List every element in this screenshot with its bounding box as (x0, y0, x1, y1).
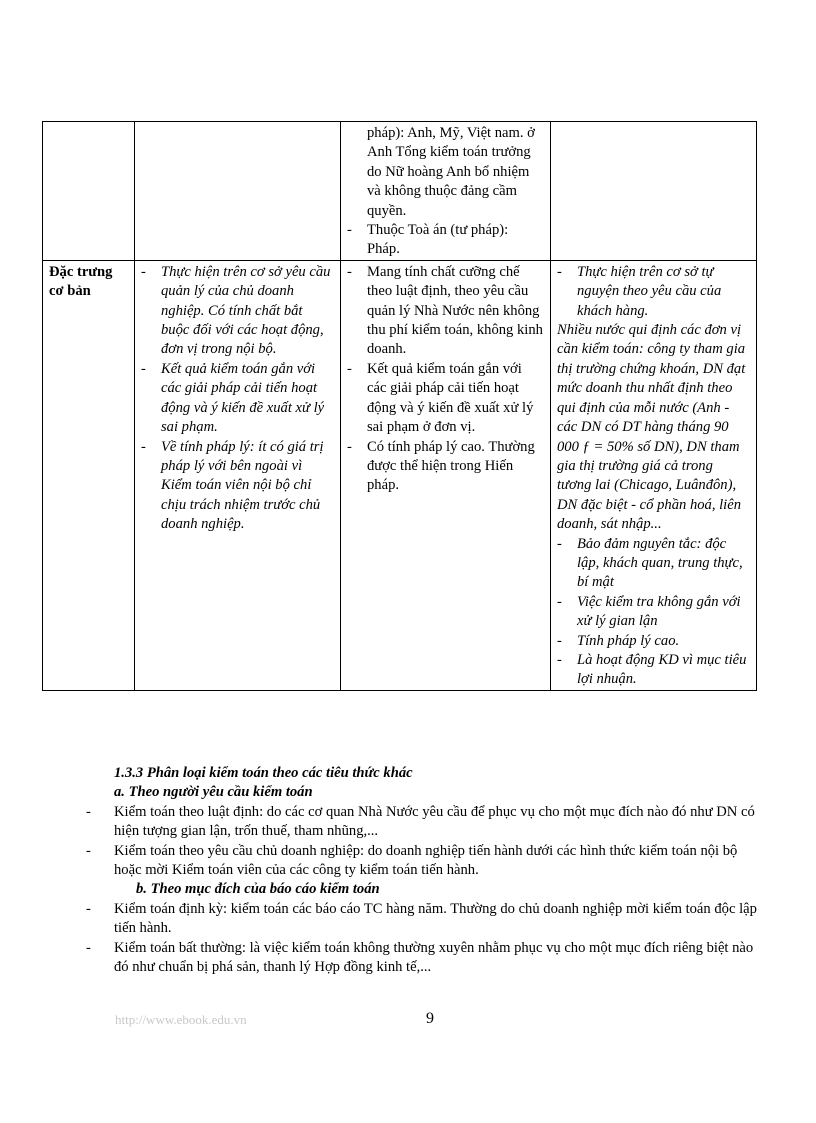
list-a (114, 803, 764, 881)
footer-url: http://www.ebook.edu.vn (115, 1012, 247, 1027)
cell-list (557, 263, 750, 321)
table-cell-independent-audit (551, 260, 757, 690)
subsection-heading-b: b. Theo mục đích của báo cáo kiểm toán (136, 881, 380, 898)
list-item: - Kết quả kiểm toán gắn với các giải pháp cải tiến hoạt động và ý kiến đề xuất xử lý sai phạm ở đơn vị. (347, 360, 544, 438)
list-item: - Mang tính chất cưỡng chế theo luật định, theo yêu cầu quản lý Nhà Nước nên không thu phí kiểm toán, không kinh doanh. (347, 263, 544, 360)
list-item: - Tính pháp lý cao. (557, 632, 750, 651)
list-item: - Bảo đảm nguyên tắc: độc lập, khách quan, trung thực, bí mật (557, 535, 750, 593)
list-item: - Có tính pháp lý cao. Thường được thể hiện trong Hiến pháp. (347, 438, 544, 496)
table-cell-state-audit-continued (341, 122, 551, 261)
page-number: 9 (426, 1010, 434, 1027)
table-row-continued (43, 122, 757, 261)
table-cell-state-audit (341, 260, 551, 690)
table-cell (135, 122, 341, 261)
cell-list (557, 535, 750, 690)
cell-paragraph: Nhiều nước qui định các đơn vị cần kiểm toán: công ty tham gia thị trường chứng khoán, DN đạt mức doanh thu nhất định theo qui định của mỗi nước (Anh - các DN có DT hàng tháng 90 000 ƒ = 50% số DN), DN tham gia thị trường giá cả trong tương lai (Chicago, Luânđôn), DN đặc biệt - cổ phần hoá, liên doanh, sát nhập... (557, 322, 746, 533)
list-item: - Việc kiểm tra không gắn với xử lý gian lận (557, 593, 750, 632)
list-item: - Kiểm toán theo luật định: do các cơ quan Nhà Nước yêu cầu để phục vụ cho một mục đích nào đó như DN có hiện tượng gian lận, trốn thuế, tham nhũng,... (86, 803, 764, 842)
list-item: - Kết quả kiểm toán gắn với các giải pháp cải tiến hoạt động và ý kiến đề xuất xử lý sai phạm. (141, 360, 334, 438)
list-item: - Thực hiện trên cơ sở tự nguyện theo yêu cầu của khách hàng. (557, 263, 750, 321)
table-row-characteristics (43, 260, 757, 690)
list-item: - Là hoạt động KD vì mục tiêu lợi nhuận. (557, 651, 750, 690)
section-heading: 1.3.3 Phân loại kiểm toán theo các tiêu thức khác (114, 765, 413, 781)
cell-text: pháp): Anh, Mỹ, Việt nam. ở Anh Tổng kiểm toán trưởng do Nữ hoàng Anh bổ nhiệm và không thuộc đảng cầm quyền. (367, 125, 535, 219)
subsection-heading-a: a. Theo người yêu cầu kiểm toán (114, 784, 313, 801)
table-cell-internal-audit (135, 260, 341, 690)
list-item: - Về tính pháp lý: ít có giá trị pháp lý với bên ngoài vì Kiểm toán viên nội bộ chỉ chịu trách nhiệm trước chủ doanh nghiệp. (141, 438, 334, 535)
list-item: - Thuộc Toà án (tư pháp): Pháp. (347, 221, 544, 260)
table-cell (43, 122, 135, 261)
list-item: - Kiểm toán bất thường: là việc kiểm toán không thường xuyên nhằm phục vụ cho một mục đích riêng biệt nào đó như chuẩn bị phá sản, thanh lý Hợp đồng kinh tế,... (86, 939, 764, 978)
list-b (114, 900, 764, 978)
comparison-table (42, 121, 757, 691)
cell-list (141, 263, 334, 535)
section-1-3-3 (114, 764, 764, 977)
cell-list (347, 221, 544, 260)
list-item: - Kiểm toán theo yêu cầu chủ doanh nghiệp: do doanh nghiệp tiến hành dưới các hình thức kiểm toán nội bộ hoặc mời Kiểm toán viên của các công ty kiểm toán tiến hành. (86, 842, 764, 881)
table-cell (551, 122, 757, 261)
list-item: - Thực hiện trên cơ sở yêu cầu quản lý của chủ doanh nghiệp. Có tính chất bắt buộc đối với các hoạt động, đơn vị trong nội bộ. (141, 263, 334, 360)
list-item: - Kiểm toán định kỳ: kiểm toán các báo cáo TC hàng năm. Thường do chủ doanh nghiệp mời kiểm toán độc lập tiến hành. (86, 900, 764, 939)
row-label: Đặc trưng cơ bản (43, 260, 135, 690)
cell-list (347, 263, 544, 496)
